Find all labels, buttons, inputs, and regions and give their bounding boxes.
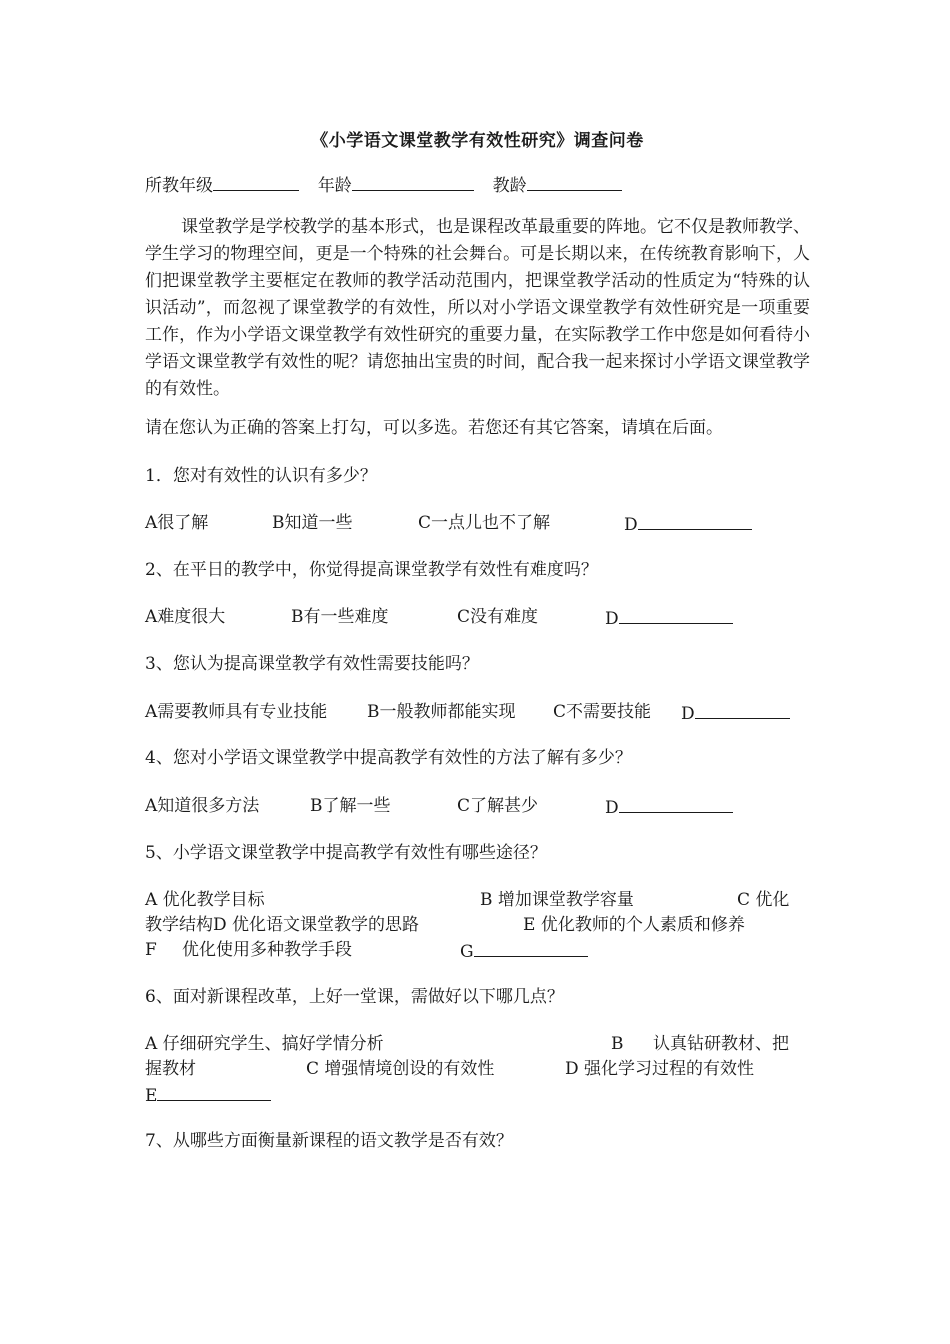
- q4-option-c[interactable]: C了解甚少: [457, 796, 539, 816]
- q5-option-b[interactable]: B 增加课堂教学容量: [480, 890, 634, 910]
- q4-option-b[interactable]: B了解一些: [310, 796, 391, 816]
- q6-option-e[interactable]: E: [145, 1082, 271, 1108]
- q5-option-a[interactable]: A 优化教学目标: [145, 890, 265, 910]
- question-3: 3、您认为提高课堂教学有效性需要技能吗？: [145, 654, 479, 674]
- q2-option-d[interactable]: D: [605, 605, 733, 631]
- q6-option-b-letter[interactable]: B: [611, 1034, 624, 1054]
- q5-option-c[interactable]: C 优化: [737, 890, 790, 910]
- q6-option-a[interactable]: A 仔细研究学生、搞好学情分析: [145, 1034, 384, 1054]
- grade-label: 所教年级: [145, 176, 213, 196]
- q6-option-c[interactable]: C 增强情境创设的有效性: [306, 1059, 495, 1079]
- q1-option-b[interactable]: B知道一些: [272, 513, 353, 533]
- question-4: 4、您对小学语文课堂教学中提高教学有效性的方法了解有多少？: [145, 748, 632, 768]
- q5-blank[interactable]: [474, 938, 588, 957]
- q5-option-f-letter[interactable]: F: [145, 940, 157, 960]
- q5-option-f[interactable]: 优化使用多种教学手段: [182, 940, 352, 960]
- q2-option-c[interactable]: C没有难度: [457, 607, 539, 627]
- q6-option-d[interactable]: D 强化学习过程的有效性: [565, 1059, 755, 1079]
- q3-option-c[interactable]: C不需要技能: [553, 702, 652, 722]
- teaching-age-label: 教龄: [492, 176, 527, 196]
- q5-option-g[interactable]: G: [460, 938, 588, 964]
- q2-option-a[interactable]: A难度很大: [145, 607, 226, 627]
- instruction-text: 请在您认为正确的答案上打勾，可以多选。若您还有其它答案，请填在后面。: [145, 418, 723, 438]
- q3-option-b[interactable]: B一般教师都能实现: [367, 702, 516, 722]
- q5-option-e[interactable]: E 优化教师的个人素质和修养: [523, 915, 745, 935]
- question-2: 2、在平日的教学中，你觉得提高课堂教学有效性有难度吗？: [145, 560, 598, 580]
- info-line: [145, 172, 622, 198]
- q1-option-d[interactable]: D: [624, 511, 752, 537]
- age-blank[interactable]: [352, 172, 474, 191]
- q4-blank[interactable]: [619, 794, 733, 813]
- q3-blank[interactable]: [695, 700, 790, 719]
- age-label: 年龄: [317, 176, 352, 196]
- q1-option-a[interactable]: A很了解: [145, 513, 209, 533]
- q1-option-c[interactable]: C一点儿也不了解: [418, 513, 551, 533]
- q6-option-b-cont[interactable]: 握教材: [145, 1059, 196, 1079]
- q1-blank[interactable]: [638, 511, 752, 530]
- q6-blank[interactable]: [157, 1082, 271, 1101]
- teaching-age-blank[interactable]: [527, 172, 622, 191]
- page-title: 《小学语文课堂教学有效性研究》调查问卷: [311, 131, 644, 151]
- q6-option-b[interactable]: 认真钻研教材、把: [653, 1034, 789, 1054]
- q4-option-a[interactable]: A知道很多方法: [145, 796, 260, 816]
- question-5: 5、小学语文课堂教学中提高教学有效性有哪些途径？: [145, 843, 547, 863]
- question-1: 1．您对有效性的认识有多少？: [145, 466, 377, 486]
- question-7: 7、从哪些方面衡量新课程的语文教学是否有效？: [145, 1131, 513, 1151]
- q3-option-a[interactable]: A需要教师具有专业技能: [145, 702, 328, 722]
- grade-blank[interactable]: [213, 172, 299, 191]
- question-6: 6、面对新课程改革，上好一堂课，需做好以下哪几点？: [145, 987, 564, 1007]
- q4-option-d[interactable]: D: [605, 794, 733, 820]
- q5-option-d[interactable]: 教学结构D 优化语文课堂教学的思路: [145, 915, 420, 935]
- q2-option-b[interactable]: B有一些难度: [291, 607, 389, 627]
- intro-paragraph: 课堂教学是学校教学的基本形式，也是课程改革最重要的阵地。它不仅是教师教学、学生学习的物理空间，更是一个特殊的社会舞台。可是长期以来，在传统教育影响下，人们把课堂教学主要框定在教师的教学活动范围内，把课堂教学活动的性质定为“特殊的认识活动”，而忽视了课堂教学的有效性，所以对小学语文课堂教学有效性研究是一项重要工作，作为小学语文课堂教学有效性研究的重要力量，在实际教学工作中您是如何看待小学语文课堂教学有效性的呢？请您抽出宝贵的时间，配合我一起来探讨小学语文课堂教学的有效性。: [145, 217, 810, 399]
- q3-option-d[interactable]: D: [681, 700, 790, 726]
- q2-blank[interactable]: [619, 605, 733, 624]
